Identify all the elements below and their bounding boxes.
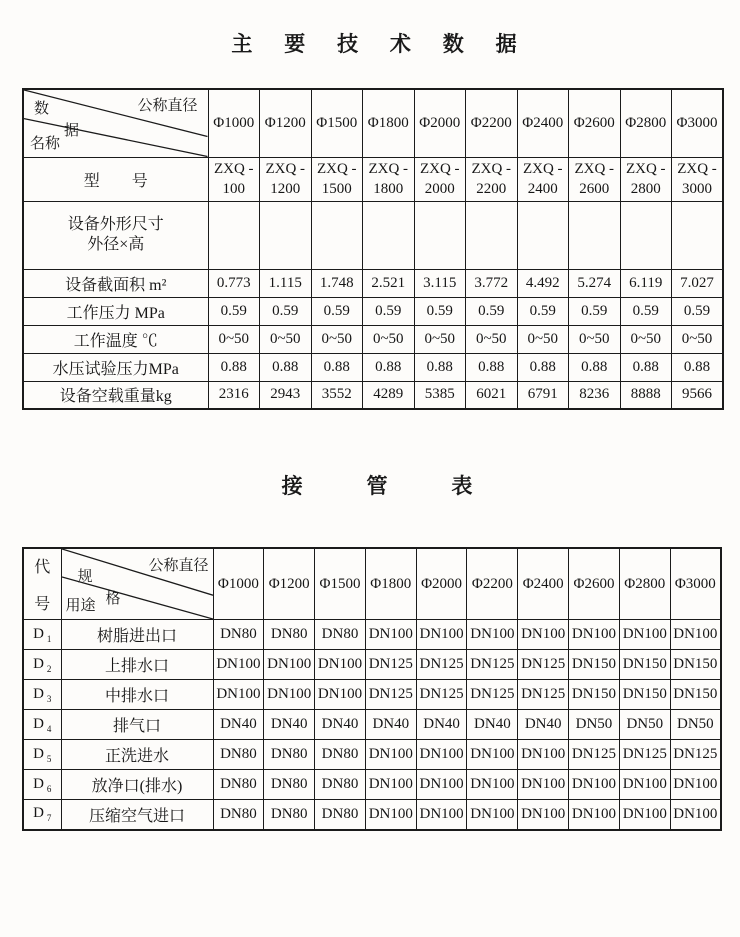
dn-cell: DN100 — [569, 620, 620, 650]
table-row — [23, 650, 721, 680]
value-cell: 0.59 — [260, 297, 312, 325]
dn-cell: DN100 — [518, 740, 569, 770]
dn-cell: DN50 — [619, 710, 670, 740]
diameter-header: Φ2600 — [569, 548, 620, 620]
dimension-cell — [363, 201, 415, 269]
code-cell — [23, 710, 61, 740]
value-cell: 0.59 — [466, 297, 518, 325]
dn-cell: DN100 — [315, 680, 366, 710]
dn-cell: DN125 — [365, 650, 416, 680]
dn-cell: DN80 — [264, 770, 315, 800]
dn-cell: DN125 — [619, 740, 670, 770]
row-label: 工作压力 MPa — [23, 297, 208, 325]
diameter-header: Φ1200 — [264, 548, 315, 620]
code-letter: D — [33, 625, 44, 642]
table-row — [23, 353, 723, 381]
corner-label-data-char1: 数 — [34, 101, 50, 117]
value-cell: 0~50 — [363, 325, 415, 353]
value-cell: 0~50 — [311, 325, 363, 353]
dn-cell: DN125 — [569, 740, 620, 770]
value-cell: 0~50 — [672, 325, 724, 353]
code-subscript: 4 — [46, 723, 52, 734]
diameter-header: Φ1000 — [213, 548, 264, 620]
dn-cell: DN150 — [619, 650, 670, 680]
dn-cell: DN100 — [416, 770, 467, 800]
code-letter: D — [33, 805, 44, 822]
usage-label: 排气口 — [61, 710, 213, 740]
value-cell: 0.88 — [672, 353, 724, 381]
dn-cell: DN100 — [365, 770, 416, 800]
dn-cell: DN100 — [467, 770, 518, 800]
table-row — [23, 325, 723, 353]
dn-cell: DN150 — [670, 680, 721, 710]
dn-cell: DN80 — [315, 770, 366, 800]
usage-label: 压缩空气进口 — [61, 800, 213, 830]
corner-label-spec-char2: 格 — [105, 591, 121, 607]
value-cell: 0.59 — [620, 297, 672, 325]
model-cell — [466, 157, 518, 201]
pipe-code-header-cell — [23, 548, 61, 620]
code-letter: D — [33, 715, 44, 732]
diameter-header: Φ2400 — [518, 548, 569, 620]
table-row — [23, 297, 723, 325]
model-prefix-line: ZXQ - — [419, 161, 460, 177]
row-label-dimensions — [23, 201, 208, 269]
dn-cell: DN80 — [264, 740, 315, 770]
diameter-header: Φ3000 — [672, 89, 724, 157]
value-cell: 2316 — [208, 381, 260, 409]
value-cell: 0.59 — [569, 297, 621, 325]
diameter-header: Φ2800 — [619, 548, 670, 620]
value-cell: 0~50 — [466, 325, 518, 353]
dimension-cell — [672, 201, 724, 269]
code-subscript: 6 — [46, 783, 52, 794]
corner-label-data-char2: 据 — [64, 123, 80, 139]
dn-cell: DN125 — [365, 680, 416, 710]
dn-cell: DN40 — [365, 710, 416, 740]
row-label-model: 型 号 — [23, 157, 208, 201]
dn-cell: DN125 — [518, 650, 569, 680]
main-table-title: 主 要 技 术 数 据 — [231, 33, 525, 56]
dn-cell: DN100 — [569, 800, 620, 830]
model-cell — [311, 157, 363, 201]
dn-cell: DN80 — [315, 740, 366, 770]
table-row — [23, 800, 721, 830]
diameter-header: Φ1000 — [208, 89, 260, 157]
pipe-table-title: 接 管 表 — [281, 475, 487, 498]
model-number-line: 2200 — [476, 181, 507, 197]
diameter-header: Φ2200 — [467, 548, 518, 620]
dn-cell: DN150 — [670, 650, 721, 680]
diameter-header: Φ1500 — [315, 548, 366, 620]
value-cell: 6021 — [466, 381, 518, 409]
value-cell: 4.492 — [517, 269, 569, 297]
dn-cell: DN50 — [569, 710, 620, 740]
dn-cell: DN100 — [619, 620, 670, 650]
model-prefix-line: ZXQ - — [265, 161, 306, 177]
code-cell — [23, 650, 61, 680]
dimension-cell — [311, 201, 363, 269]
dn-cell: DN150 — [569, 650, 620, 680]
row-label: 工作温度 ℃ — [23, 325, 208, 353]
table-row — [23, 620, 721, 650]
value-cell: 0~50 — [569, 325, 621, 353]
dn-cell: DN100 — [467, 800, 518, 830]
usage-label: 中排水口 — [61, 680, 213, 710]
corner-label-nominal-diameter: 公称直径 — [137, 98, 198, 114]
value-cell: 6791 — [517, 381, 569, 409]
value-cell: 9566 — [672, 381, 724, 409]
value-cell: 5.274 — [569, 269, 621, 297]
value-cell: 0.59 — [208, 297, 260, 325]
dn-cell: DN100 — [264, 650, 315, 680]
value-cell: 2943 — [260, 381, 312, 409]
dimension-cell — [620, 201, 672, 269]
dn-cell: DN100 — [416, 620, 467, 650]
dn-cell: DN125 — [416, 680, 467, 710]
value-cell: 0.59 — [311, 297, 363, 325]
value-cell: 0~50 — [260, 325, 312, 353]
dn-cell: DN100 — [365, 800, 416, 830]
code-letter: D — [33, 685, 44, 702]
usage-label: 正洗进水 — [61, 740, 213, 770]
table-row — [23, 740, 721, 770]
dn-cell: DN40 — [416, 710, 467, 740]
model-prefix-line: ZXQ - — [574, 161, 615, 177]
table-row — [23, 770, 721, 800]
diameter-header: Φ1500 — [311, 89, 363, 157]
dn-cell: DN80 — [315, 620, 366, 650]
model-cell — [208, 157, 260, 201]
main-corner-cell — [23, 89, 208, 157]
table-row — [23, 381, 723, 409]
model-prefix-line: ZXQ - — [677, 161, 717, 177]
model-cell — [260, 157, 312, 201]
value-cell: 0~50 — [208, 325, 260, 353]
dn-cell: DN100 — [670, 770, 721, 800]
value-cell: 6.119 — [620, 269, 672, 297]
value-cell: 0.88 — [517, 353, 569, 381]
model-row — [23, 157, 723, 201]
code-subscript: 1 — [46, 633, 52, 644]
value-cell: 3.772 — [466, 269, 518, 297]
value-cell: 0.59 — [517, 297, 569, 325]
dn-cell: DN80 — [213, 620, 264, 650]
usage-label: 树脂进出口 — [61, 620, 213, 650]
dn-cell: DN100 — [619, 770, 670, 800]
model-cell — [363, 157, 415, 201]
dn-cell: DN100 — [619, 800, 670, 830]
dn-cell: DN100 — [213, 680, 264, 710]
model-prefix-line: ZXQ - — [625, 161, 666, 177]
dn-cell: DN100 — [670, 800, 721, 830]
value-cell: 0.88 — [414, 353, 466, 381]
dn-cell: DN125 — [467, 650, 518, 680]
dn-cell: DN100 — [670, 620, 721, 650]
model-number-line: 100 — [222, 181, 245, 197]
code-header-bottom: 号 — [34, 596, 51, 613]
diameter-header: Φ2400 — [517, 89, 569, 157]
code-letter: D — [33, 655, 44, 672]
value-cell: 4289 — [363, 381, 415, 409]
code-cell — [23, 800, 61, 830]
model-prefix-line: ZXQ - — [368, 161, 409, 177]
value-cell: 0.59 — [414, 297, 466, 325]
dn-cell: DN125 — [416, 650, 467, 680]
value-cell: 0.88 — [260, 353, 312, 381]
value-cell: 1.115 — [260, 269, 312, 297]
pipe-connection-table — [22, 547, 722, 831]
dn-cell: DN125 — [670, 740, 721, 770]
value-cell: 0.88 — [208, 353, 260, 381]
row-label: 设备空载重量kg — [23, 381, 208, 409]
dimension-cell — [569, 201, 621, 269]
model-prefix-line: ZXQ - — [316, 161, 357, 177]
dn-cell: DN80 — [264, 620, 315, 650]
value-cell: 0.773 — [208, 269, 260, 297]
value-cell: 0.88 — [311, 353, 363, 381]
dn-cell: DN125 — [467, 680, 518, 710]
diameter-header: Φ2800 — [620, 89, 672, 157]
diameter-header: Φ2200 — [466, 89, 518, 157]
diameter-header: Φ2000 — [416, 548, 467, 620]
code-subscript: 7 — [46, 813, 52, 824]
dn-cell: DN40 — [213, 710, 264, 740]
row-label: 设备截面积 m² — [23, 269, 208, 297]
dn-cell: DN40 — [518, 710, 569, 740]
value-cell: 0~50 — [517, 325, 569, 353]
dn-cell: DN100 — [315, 650, 366, 680]
value-cell: 0.59 — [672, 297, 724, 325]
usage-label: 放净口(排水) — [61, 770, 213, 800]
model-prefix-line: ZXQ - — [522, 161, 563, 177]
code-cell — [23, 620, 61, 650]
diameter-header: Φ2600 — [569, 89, 621, 157]
model-number-line: 3000 — [682, 181, 712, 197]
model-prefix-line: ZXQ - — [471, 161, 512, 177]
model-cell — [517, 157, 569, 201]
diameter-header: Φ3000 — [670, 548, 721, 620]
value-cell: 1.748 — [311, 269, 363, 297]
dn-cell: DN40 — [315, 710, 366, 740]
model-number-line: 2800 — [630, 181, 661, 197]
code-cell — [23, 740, 61, 770]
dn-cell: DN80 — [264, 800, 315, 830]
value-cell: 8888 — [620, 381, 672, 409]
dimension-label-line1: 设备外形尺寸 — [67, 216, 164, 233]
dn-cell: DN100 — [467, 740, 518, 770]
corner-label-nominal-diameter: 公称直径 — [148, 558, 209, 574]
value-cell: 0.88 — [569, 353, 621, 381]
corner-label-spec-char1: 规 — [77, 569, 93, 585]
dn-cell: DN100 — [365, 620, 416, 650]
value-cell: 3552 — [311, 381, 363, 409]
dimension-cell — [466, 201, 518, 269]
value-cell: 0.88 — [466, 353, 518, 381]
dimension-cell — [414, 201, 466, 269]
table-row — [23, 710, 721, 740]
dn-cell: DN100 — [518, 770, 569, 800]
dimension-cell — [260, 201, 312, 269]
dn-cell: DN100 — [467, 620, 518, 650]
value-cell: 5385 — [414, 381, 466, 409]
dn-cell: DN100 — [416, 800, 467, 830]
code-cell — [23, 770, 61, 800]
diameter-header: Φ1800 — [365, 548, 416, 620]
dimension-label-line2: 外径×高 — [87, 236, 145, 253]
model-cell — [620, 157, 672, 201]
row-label: 水压试验压力MPa — [23, 353, 208, 381]
usage-label: 上排水口 — [61, 650, 213, 680]
main-technical-table — [22, 88, 724, 410]
dn-cell: DN80 — [213, 800, 264, 830]
diameter-header: Φ1800 — [363, 89, 415, 157]
dn-cell: DN100 — [264, 680, 315, 710]
dimension-cell — [517, 201, 569, 269]
code-subscript: 5 — [46, 753, 52, 764]
model-number-line: 2000 — [424, 181, 455, 197]
value-cell: 0~50 — [620, 325, 672, 353]
dn-cell: DN150 — [569, 680, 620, 710]
dimension-row — [23, 201, 723, 269]
model-number-line: 1200 — [270, 181, 301, 197]
dn-cell: DN50 — [670, 710, 721, 740]
dn-cell: DN100 — [213, 650, 264, 680]
code-cell — [23, 680, 61, 710]
value-cell: 0.88 — [620, 353, 672, 381]
table-row — [23, 680, 721, 710]
code-letter: D — [33, 745, 44, 762]
dn-cell: DN80 — [213, 740, 264, 770]
value-cell: 3.115 — [414, 269, 466, 297]
value-cell: 0~50 — [414, 325, 466, 353]
value-cell: 0.59 — [363, 297, 415, 325]
model-number-line: 2600 — [579, 181, 610, 197]
table-row — [23, 269, 723, 297]
model-prefix-line: ZXQ - — [213, 161, 254, 177]
value-cell: 2.521 — [363, 269, 415, 297]
diameter-header: Φ1200 — [260, 89, 312, 157]
dn-cell: DN100 — [518, 800, 569, 830]
model-number-line: 2400 — [527, 181, 558, 197]
model-cell — [569, 157, 621, 201]
dn-cell: DN40 — [264, 710, 315, 740]
pipe-corner-cell — [61, 548, 213, 620]
dn-cell: DN100 — [569, 770, 620, 800]
value-cell: 7.027 — [672, 269, 724, 297]
dn-cell: DN80 — [213, 770, 264, 800]
dn-cell: DN80 — [315, 800, 366, 830]
code-subscript: 2 — [46, 663, 52, 674]
model-cell — [414, 157, 466, 201]
code-letter: D — [33, 775, 44, 792]
dn-cell: DN100 — [416, 740, 467, 770]
dn-cell: DN100 — [518, 620, 569, 650]
value-cell: 0.88 — [363, 353, 415, 381]
dn-cell: DN125 — [518, 680, 569, 710]
model-cell — [672, 157, 724, 201]
dn-cell: DN150 — [619, 680, 670, 710]
diameter-header: Φ2000 — [414, 89, 466, 157]
code-header-top: 代 — [34, 559, 51, 576]
dimension-cell — [208, 201, 260, 269]
dn-cell: DN100 — [365, 740, 416, 770]
model-number-line: 1800 — [373, 181, 404, 197]
corner-label-usage: 用途 — [65, 598, 96, 614]
dn-cell: DN40 — [467, 710, 518, 740]
model-number-line: 1500 — [321, 181, 352, 197]
corner-label-name: 名称 — [30, 135, 61, 152]
value-cell: 8236 — [569, 381, 621, 409]
code-subscript: 3 — [46, 693, 52, 704]
